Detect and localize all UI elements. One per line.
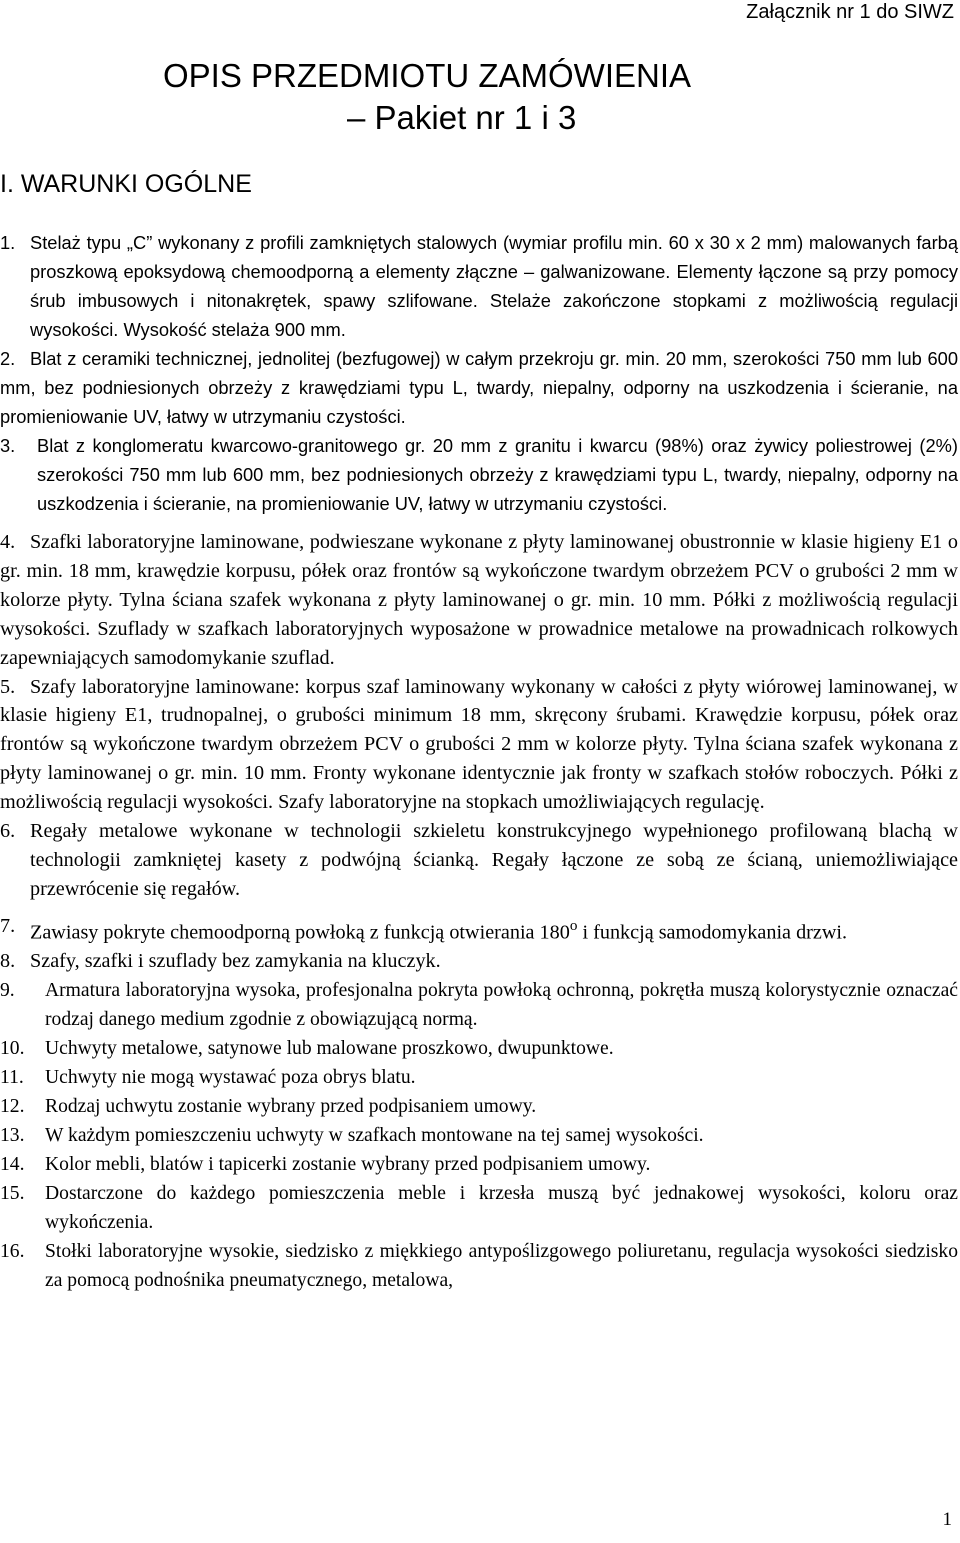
attachment-label: Załącznik nr 1 do SIWZ xyxy=(746,1,954,23)
list-item-16 xyxy=(0,1237,958,1295)
document-subtitle: – Pakiet nr 1 i 3 xyxy=(347,99,577,136)
list-item-9 xyxy=(0,976,958,1034)
item-number: 16. xyxy=(0,1240,25,1262)
item-number: 13. xyxy=(0,1124,25,1146)
list-item-3 xyxy=(0,431,958,518)
item-number: 1. xyxy=(0,232,16,253)
list-item-2 xyxy=(0,344,958,431)
list-item-11 xyxy=(0,1063,958,1092)
document-title: OPIS PRZEDMIOTU ZAMÓWIENIA xyxy=(163,57,692,94)
item-number: 12. xyxy=(0,1095,25,1117)
item-text-part: i funkcją samodomykania drzwi. xyxy=(577,921,848,944)
item-number: 9. xyxy=(0,979,15,1001)
list-item-4 xyxy=(0,528,958,673)
list-item-5 xyxy=(0,673,958,818)
item-text: Kolor mebli, blatów i tapicerki zostanie wybrany przed podpisaniem umowy. xyxy=(45,1153,651,1175)
item-text: Armatura laboratoryjna wysoka, profesjonalna pokryta powłoką ochronną, pokrętła muszą kolorystycznie oznaczać rodzaj danego medium zgodnie z obowiązującą normą. xyxy=(45,979,958,1030)
item-number: 15. xyxy=(0,1182,25,1204)
item-text: Dostarczone do każdego pomieszczenia meble i krzesła muszą być jednakowej wysokości, koloru oraz wykończenia. xyxy=(45,1182,958,1233)
item-number: 3. xyxy=(0,435,16,456)
item-text xyxy=(0,912,958,947)
list-item-12 xyxy=(0,1092,958,1121)
degree-sign: o xyxy=(569,916,578,934)
item-text: Szafy, szafki i szuflady bez zamykania na kluczyk. xyxy=(30,950,441,973)
list-item-6 xyxy=(0,817,958,904)
item-text-part: Zawiasy pokryte chemoodporną powłoką z funkcją otwierania 180 xyxy=(30,921,570,944)
list-item-7 xyxy=(0,912,958,947)
section-heading: I. WARUNKI OGÓLNE xyxy=(0,170,252,198)
item-number: 14. xyxy=(0,1153,25,1175)
list-item-14 xyxy=(0,1150,958,1179)
item-text: Rodzaj uchwytu zostanie wybrany przed podpisaniem umowy. xyxy=(45,1095,537,1117)
item-text: Szafy laboratoryjne laminowane: korpus szaf laminowany wykonany w całości z płyty wiórowej laminowanej, w klasie higieny E1, trudnopalnej, o grubości minimum 18 mm, skręcony śrubami. Krawędzie korpusu, półek oraz frontów są wykończone twardym obrzeżem PCV o grubości 2 mm w kolorze płyty. Tylna ściana szafek wykonana z płyty laminowanej o gr. min. 10 mm. Fronty wykonane identycznie jak fronty w szafkach stołów roboczych. Półki z możliwością regulacji wysokości. Szafy laboratoryjne na stopkach umożliwiających regulację. xyxy=(0,675,958,814)
item-text: Uchwyty metalowe, satynowe lub malowane proszkowo, dwupunktowe. xyxy=(45,1037,614,1059)
item-text: W każdym pomieszczeniu uchwyty w szafkach montowane na tej samej wysokości. xyxy=(45,1124,704,1146)
item-number: 2. xyxy=(0,348,16,369)
item-number: 6. xyxy=(0,820,16,843)
item-number: 10. xyxy=(0,1037,25,1059)
item-number: 5. xyxy=(0,675,16,698)
item-text: Szafki laboratoryjne laminowane, podwieszane wykonane z płyty laminowanej obustronnie w klasie higieny E1 o gr. min. 18 mm, krawędzie korpusu, półek oraz frontów są wykończone twardym obrzeżem PCV o grubości 2 mm w kolorze płyty. Tylna ściana szafek wykonana z płyty laminowanej o gr. min. 10 mm. Półki z możliwością regulacji wysokości. Szuflady w szafkach laboratoryjnych wyposażone w prowadnice metalowe na prowadnicach rolkowych zapewniających samodomykanie szuflad. xyxy=(0,531,958,669)
item-number: 8. xyxy=(0,950,16,973)
item-text: Uchwyty nie mogą wystawać poza obrys blatu. xyxy=(45,1066,416,1088)
item-text: Stelaż typu „C” wykonany z profili zamkniętych stalowych (wymiar profilu min. 60 x 30 x 2 mm) malowanych farbą proszkową epoksydową chemoodporną a elementy złączne – galwanizowane. Elementy łączone są przy pomocy śrub imbusowych i nitonakrętek, spawy szlifowane. Stelaże zakończone stopkami z możliwością regulacji wysokości. Wysokość stelaża 900 mm. xyxy=(30,232,958,340)
requirements-list xyxy=(0,228,958,1295)
page-number: 1 xyxy=(942,1509,952,1530)
list-item-1 xyxy=(0,228,958,344)
item-number: 4. xyxy=(0,531,16,553)
list-item-10 xyxy=(0,1034,958,1063)
item-text: Blat z konglomeratu kwarcowo-granitowego gr. 20 mm z granitu i kwarcu (98%) oraz żywicy poliestrowej (2%) szerokości 750 mm lub 600 mm, bez podniesionych obrzeży z krawędziami typu L, twardy, niepalny, odporny na uszkodzenia i ścieranie, na promieniowanie UV, łatwy w utrzymaniu czystości. xyxy=(37,435,958,514)
list-item-13 xyxy=(0,1121,958,1150)
item-text: Regały metalowe wykonane w technologii szkieletu konstrukcyjnego wypełnionego profilowaną blachą w technologii zamkniętej kasety z podwójną ścianką. Regały łączone ze sobą ze ścianą, uniemożliwiające przewrócenie się regałów. xyxy=(30,820,958,900)
item-text: Blat z ceramiki technicznej, jednolitej (bezfugowej) w całym przekroju gr. min. 20 mm, szerokości 750 mm lub 600 mm, bez podniesionych obrzeży z krawędziami typu L, twardy, niepalny, odporny na uszkodzenia i ścieranie, na promieniowanie UV, łatwy w utrzymaniu czystości. xyxy=(0,348,958,427)
item-number: 11. xyxy=(0,1066,24,1088)
list-item-8 xyxy=(0,947,958,976)
item-number: 7. xyxy=(0,914,16,937)
list-item-15 xyxy=(0,1179,958,1237)
item-text: Stołki laboratoryjne wysokie, siedzisko z miękkiego antypoślizgowego poliuretanu, regulacja wysokości siedzisko za pomocą podnośnika pneumatycznego, metalowa, xyxy=(45,1240,958,1291)
